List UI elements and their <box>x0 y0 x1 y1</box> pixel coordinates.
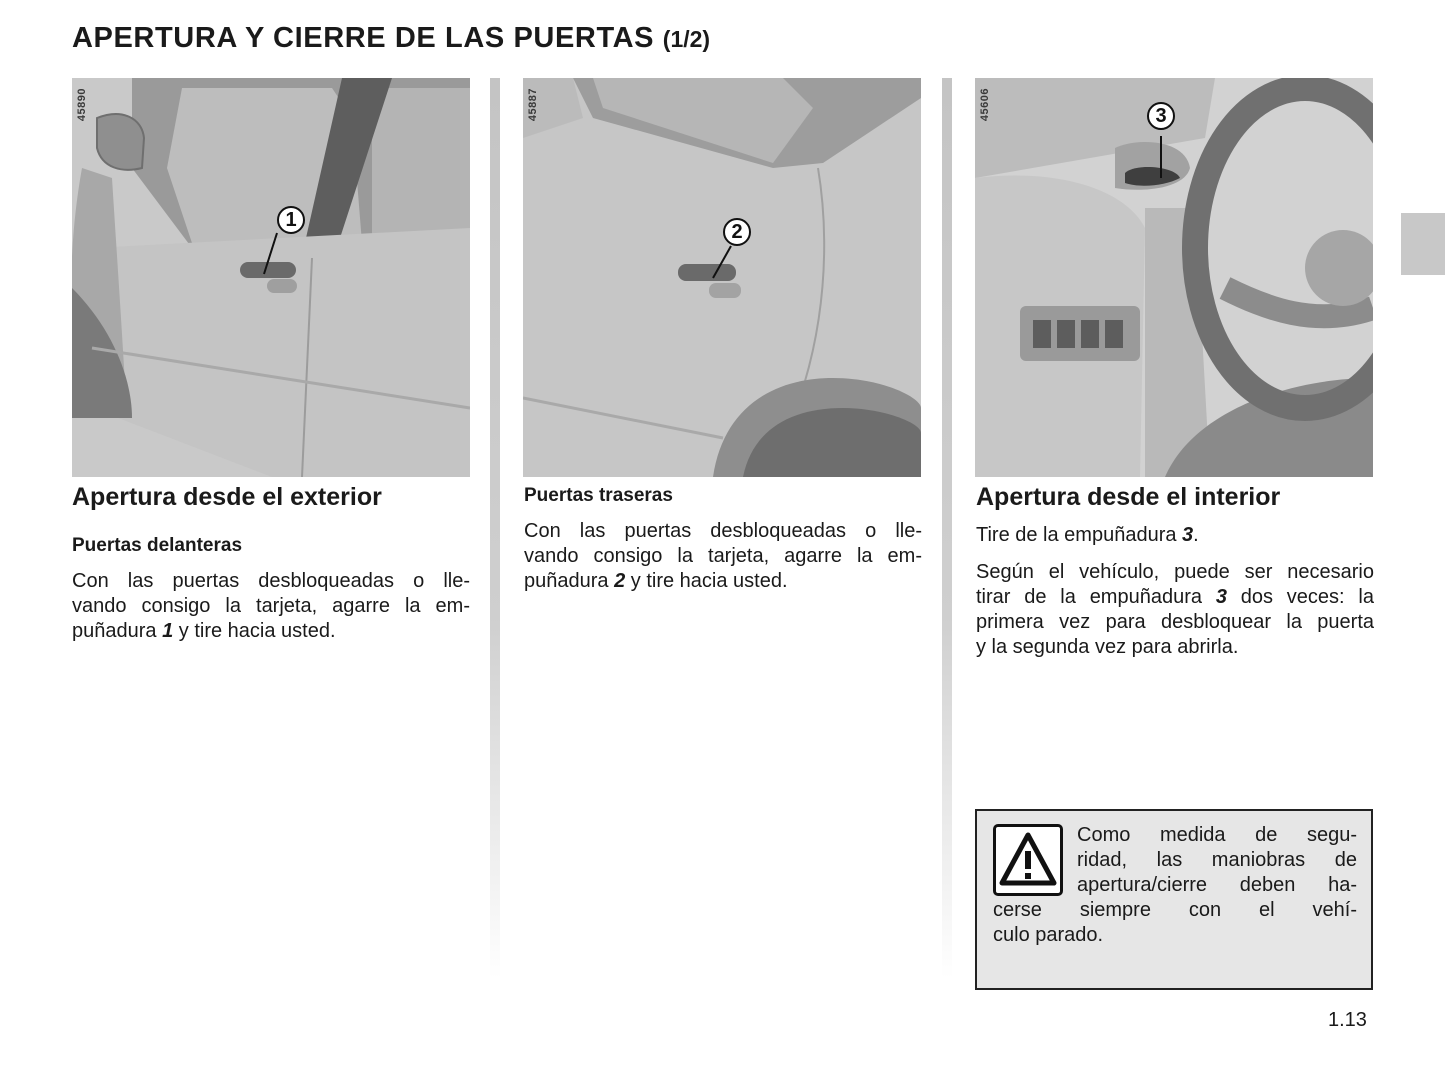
interior-text-1 <box>976 523 1374 548</box>
text-line: puñadura <box>524 570 615 592</box>
text-line: y la segunda vez para abrirla. <box>976 636 1239 658</box>
text-line: . <box>1193 524 1199 546</box>
warning-triangle-icon <box>993 824 1063 896</box>
text-line: cerse siempre con el vehí- <box>993 899 1357 921</box>
figure-reference-code: 45887 <box>527 88 539 122</box>
rear-doors-subheading: Puertas traseras <box>524 485 673 506</box>
handle-reference: 1 <box>162 620 174 642</box>
exterior-section <box>72 483 470 644</box>
text-line: apertura/cierre deben ha- <box>1077 874 1357 896</box>
text-line: dos veces: la <box>1226 586 1374 608</box>
figure-rear-door <box>523 78 921 477</box>
exterior-heading: Apertura desde el exterior <box>72 483 382 511</box>
interior-section <box>976 483 1374 660</box>
text-line: Tire de la empuñadura <box>976 524 1183 546</box>
front-door-illustration <box>72 78 470 477</box>
rear-doors-text <box>524 519 922 594</box>
handle-reference: 3 <box>1182 524 1194 546</box>
handle-reference: 3 <box>1215 586 1227 608</box>
page-number: 1.13 <box>1328 1009 1367 1031</box>
callout-3: 3 <box>1147 102 1175 130</box>
text-line: Con las puertas desbloqueadas o lle- <box>72 570 470 592</box>
text-line: tirar de la empuñadura <box>976 586 1216 608</box>
text-line: y tire hacia usted. <box>173 620 336 642</box>
interior-illustration <box>975 78 1373 477</box>
chapter-tab <box>1401 213 1445 275</box>
callout-2: 2 <box>723 218 751 246</box>
text-line: ridad, las maniobras de <box>1077 849 1357 871</box>
safety-warning-box <box>975 809 1373 990</box>
figure-front-door <box>72 78 470 477</box>
title-part: (1/2) <box>662 26 711 52</box>
page-title <box>72 22 710 55</box>
text-line: Según el vehículo, puede ser necesario <box>976 561 1374 583</box>
interior-text-2 <box>976 560 1374 660</box>
text-line: Con las puertas desbloqueadas o lle- <box>524 520 922 542</box>
text-line: vando consigo la tarjeta, agarre la em- <box>524 545 922 567</box>
column-divider <box>490 78 500 978</box>
front-doors-text <box>72 569 470 644</box>
front-doors-subheading: Puertas delanteras <box>72 535 243 556</box>
handle-reference: 2 <box>614 570 626 592</box>
text-line: Como medida de segu- <box>1077 824 1357 846</box>
warning-triangle-glyph <box>996 827 1060 893</box>
figure-interior <box>975 78 1373 477</box>
rear-door-illustration <box>523 78 921 477</box>
interior-heading: Apertura desde el interior <box>976 483 1281 511</box>
title-text: APERTURA Y CIERRE DE LAS PUERTAS <box>72 22 655 54</box>
callout-1: 1 <box>277 206 305 234</box>
column-divider <box>942 78 952 978</box>
figure-reference-code: 45606 <box>979 88 991 122</box>
text-line: culo parado. <box>993 924 1104 946</box>
text-line: puñadura <box>72 620 163 642</box>
rear-section <box>524 485 922 594</box>
text-line: vando consigo la tarjeta, agarre la em- <box>72 595 470 617</box>
figure-reference-code: 45890 <box>76 88 88 122</box>
text-line: primera vez para desbloquear la puerta <box>976 611 1374 633</box>
text-line: y tire hacia usted. <box>625 570 788 592</box>
